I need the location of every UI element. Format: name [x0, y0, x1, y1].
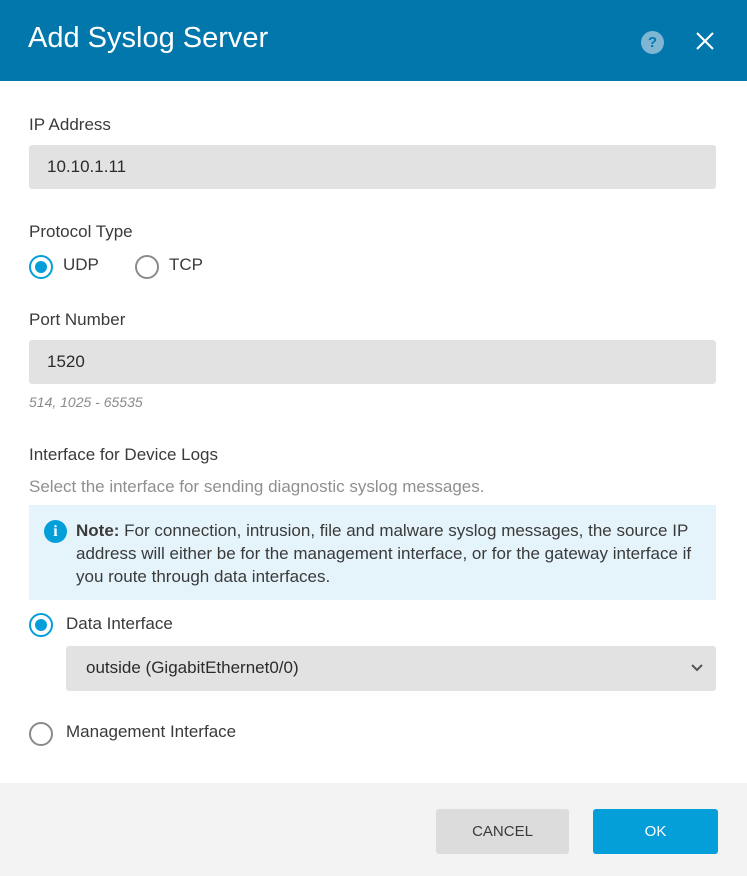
note-text	[76, 519, 696, 588]
data-interface-label: Data Interface	[66, 614, 173, 633]
note-body: For connection, intrusion, file and malware syslog messages, the source IP address will either be for the management interface, or for the gateway interface if you route through data interfaces.	[76, 521, 692, 586]
udp-radio-label: UDP	[63, 255, 99, 274]
ip-address-input[interactable]: 10.10.1.11	[29, 145, 716, 189]
close-icon[interactable]	[695, 31, 715, 51]
info-icon: i	[44, 520, 67, 543]
management-interface-radio[interactable]	[29, 722, 53, 746]
note-title: Note:	[76, 521, 120, 540]
tcp-radio[interactable]	[135, 255, 159, 279]
data-interface-select[interactable]	[66, 646, 716, 691]
help-icon[interactable]: ?	[641, 31, 664, 54]
ip-address-label: IP Address	[29, 115, 111, 134]
ok-button[interactable]: OK	[593, 809, 718, 854]
data-interface-selected-value: outside (GigabitEthernet0/0)	[86, 658, 299, 677]
udp-radio[interactable]	[29, 255, 53, 279]
dialog-title: Add Syslog Server	[28, 22, 269, 54]
dialog-footer	[0, 783, 747, 876]
port-number-label: Port Number	[29, 310, 126, 329]
dialog-header	[0, 0, 747, 81]
port-range-hint: 514, 1025 - 65535	[29, 394, 143, 410]
management-interface-label: Management Interface	[66, 722, 237, 741]
tcp-radio-label: TCP	[169, 255, 203, 274]
chevron-down-icon	[690, 661, 704, 675]
cancel-button[interactable]: CANCEL	[436, 809, 569, 854]
data-interface-radio[interactable]	[29, 613, 53, 637]
interface-label: Interface for Device Logs	[29, 445, 218, 464]
port-number-input[interactable]: 1520	[29, 340, 716, 384]
protocol-type-label: Protocol Type	[29, 222, 133, 241]
interface-description: Select the interface for sending diagnostic syslog messages.	[29, 477, 485, 496]
note-box	[29, 505, 716, 600]
